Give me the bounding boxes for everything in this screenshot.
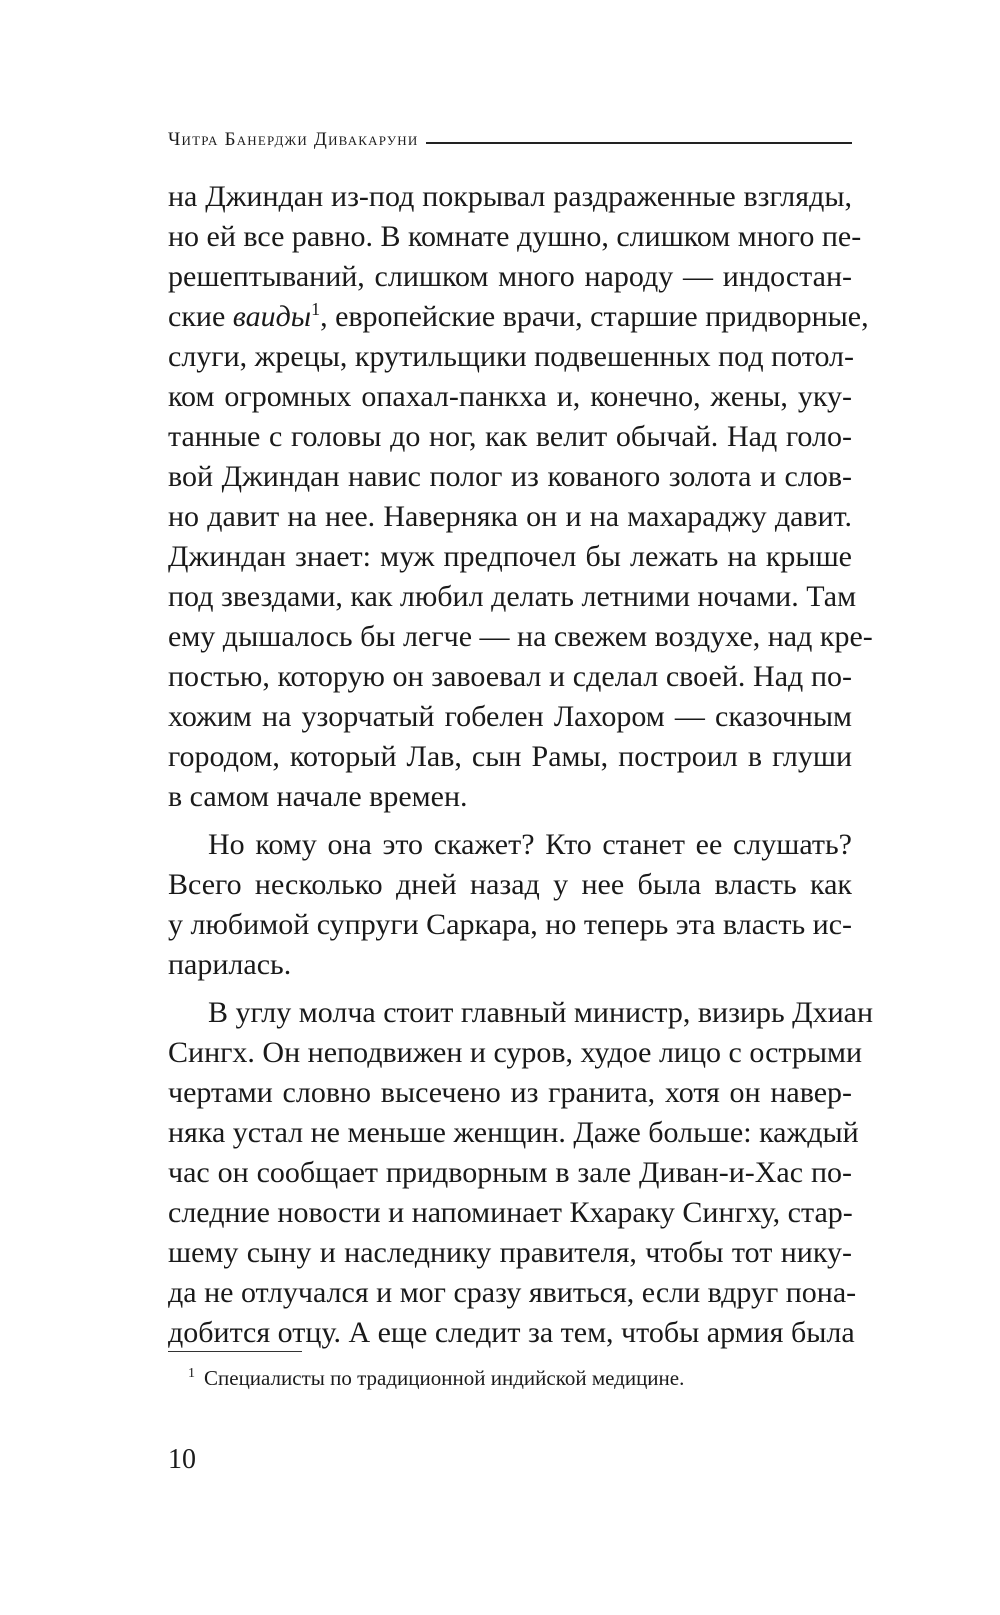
text-line: постью, которую он завоевал и сделал своей. Над по-	[168, 660, 852, 693]
text-line: парилась.	[168, 948, 292, 981]
text-line: на Джиндан из-под покрывал раздраженные взгляды,	[168, 180, 852, 213]
footnote-reference[interactable]: 1	[311, 299, 321, 319]
header-rule	[426, 142, 852, 144]
text-line: добится отцу. А еще следит за тем, чтобы армия была	[168, 1316, 855, 1349]
text-line: следние новости и напоминает Кхараку Сингху, стар-	[168, 1196, 853, 1229]
text-line: Но кому она это скажет? Кто станет ее слушать?	[208, 828, 852, 861]
text-line: хожим на узорчатый гобелен Лахором — сказочным	[168, 700, 852, 733]
text-line: городом, который Лав, сын Рамы, построил в глуши	[168, 740, 852, 773]
paragraph-gap	[168, 985, 852, 993]
italic-term: ваиды	[232, 300, 312, 333]
running-header	[168, 120, 852, 160]
footnote-text: Специалисты по традиционной индийской медицине.	[204, 1366, 685, 1390]
text-line: ком огромных опахал-панкха и, конечно, жены, уку-	[168, 380, 852, 413]
text-line: шему сыну и наследнику правителя, чтобы тот нику-	[168, 1236, 852, 1269]
paragraph	[168, 825, 852, 985]
text-line: слуги, жрецы, крутильщики подвешенных под потол-	[168, 340, 855, 373]
running-header-author: Читра Банерджи Дивакаруни	[168, 129, 419, 150]
paragraph-gap	[168, 817, 852, 825]
body-text	[168, 177, 874, 1353]
text-line: час он сообщает придворным в зале Диван-и-Хас по-	[168, 1156, 852, 1189]
text-line	[168, 297, 869, 337]
text-line: чертами словно высечено из гранита, хотя он навер-	[168, 1076, 852, 1109]
text-line: у любимой супруги Саркара, но теперь эта власть ис-	[168, 908, 852, 941]
text-line: но ей все равно. В комнате душно, слишком много пе-	[168, 220, 862, 253]
text-line: да не отлучался и мог сразу явиться, если вдруг пона-	[168, 1276, 857, 1309]
text-line: няка устал не меньше женщин. Даже больше: каждый	[168, 1116, 859, 1149]
paragraph	[168, 993, 874, 1353]
page-number: 10	[168, 1444, 196, 1475]
text-line: Всего несколько дней назад у нее была власть как	[168, 868, 852, 901]
footnote-number: 1	[188, 1366, 195, 1381]
text-fragment: ские	[168, 300, 233, 333]
text-line: в самом начале времен.	[168, 780, 468, 813]
text-line: но давит на нее. Наверняка он и на махараджу давит.	[168, 500, 852, 533]
text-line: Джиндан знает: муж предпочел бы лежать на крыше	[168, 540, 852, 573]
text-line: танные с головы до ног, как велит обычай. Над голо-	[168, 420, 852, 453]
text-fragment: , европейские врачи, старшие придворные,	[320, 300, 869, 333]
paragraph	[168, 177, 873, 817]
text-line: ему дышалось бы легче — на свежем воздухе, над кре-	[168, 620, 873, 653]
footnote	[168, 1363, 852, 1393]
text-line: под звездами, как любил делать летними ночами. Там	[168, 580, 857, 613]
footnote-rule	[168, 1351, 302, 1352]
text-line: решептываний, слишком много народу — индостан-	[168, 260, 852, 293]
text-line: вой Джиндан навис полог из кованого золота и слов-	[168, 460, 852, 493]
text-line: Сингх. Он неподвижен и суров, худое лицо с острыми	[168, 1036, 863, 1069]
text-line: В углу молча стоит главный министр, визирь Дхиан	[208, 996, 874, 1029]
